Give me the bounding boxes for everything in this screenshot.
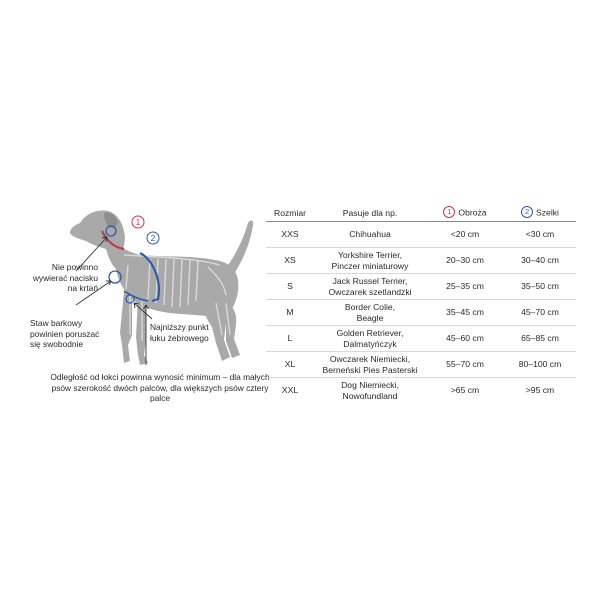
harness-number-badge: 2	[521, 206, 533, 218]
table-row	[266, 378, 576, 404]
table-row	[266, 222, 576, 248]
table-row	[266, 274, 576, 300]
header-collar-label: Obroża	[458, 207, 487, 218]
header-size: Rozmiar	[266, 205, 314, 222]
size-cell: XXL	[281, 385, 299, 396]
collar-cell: 25–35 cm	[426, 274, 504, 300]
harness-cell: 65–85 cm	[504, 326, 576, 352]
breed-cell	[314, 248, 426, 274]
table-row	[266, 352, 576, 378]
header-collar	[426, 205, 504, 222]
harness-marker-number: 2	[150, 234, 156, 243]
breed-line: Golden Retriever,	[336, 328, 404, 338]
breed-line: Dog Niemiecki,	[341, 380, 399, 390]
breed-cell	[314, 274, 426, 300]
breed-cell	[314, 326, 426, 352]
breed-line: Owczarek Niemiecki,	[329, 354, 411, 364]
breed-line: Chihuahua	[349, 229, 391, 240]
breed-line: Beagle	[356, 312, 384, 323]
table-body	[266, 222, 576, 404]
size-cell: M	[266, 300, 314, 326]
elbow-callout: Odległość od łokci powinna wynosić minimum – dla małych psów szerokość dwóch palców, dla większych psów cztery palce	[50, 372, 270, 403]
breed-line: Dalmatyńczyk	[343, 338, 397, 349]
size-cell: XXS	[266, 222, 314, 248]
header-harness-label: Szelki	[536, 207, 559, 218]
size-cell: L	[266, 326, 314, 352]
breed-line: Border Colie,	[344, 302, 396, 312]
collar-cell: >65 cm	[450, 385, 480, 396]
breed-cell	[314, 352, 426, 378]
harness-cell: 45–70 cm	[504, 300, 576, 326]
collar-number-badge: 1	[443, 206, 455, 218]
table-header-row	[266, 205, 576, 222]
harness-cell: 80–100 cm	[504, 352, 576, 378]
breed-line: Nowofundland	[342, 390, 398, 401]
table-row	[266, 300, 576, 326]
harness-cell: 35–50 cm	[504, 274, 576, 300]
harness-cell: <30 cm	[504, 222, 576, 248]
table-row	[266, 326, 576, 352]
throat-callout: Nie powinno wywierać nacisku na krtań	[32, 262, 98, 293]
breed-line: Owczarek szetlandzki	[328, 286, 412, 297]
breed-cell	[314, 300, 426, 326]
collar-cell: 35–45 cm	[426, 300, 504, 326]
breed-line: Yorkshire Terrier,	[337, 250, 402, 260]
breed-line: Pinczer miniaturowy	[331, 260, 409, 271]
breed-cell	[314, 222, 426, 248]
shoulder-callout: Staw barkowy powinien poruszać się swobodnie	[30, 318, 100, 349]
harness-cell: 30–40 cm	[504, 248, 576, 274]
size-table	[266, 205, 576, 403]
harness-cell: >95 cm	[525, 385, 555, 396]
collar-marker-number: 1	[135, 218, 141, 227]
breed-line: Jack Russel Terrier,	[332, 276, 408, 286]
breed-line: Berneński Pies Pasterski	[322, 364, 418, 375]
breed-cell	[314, 378, 426, 404]
rib-callout: Najniższy punkt łuku żebrowego	[150, 322, 209, 343]
table-row	[266, 248, 576, 274]
collar-cell: 20–30 cm	[426, 248, 504, 274]
collar-cell: 55–70 cm	[426, 352, 504, 378]
header-breed: Pasuje dla np.	[314, 205, 426, 222]
size-cell: XL	[266, 352, 314, 378]
collar-cell: 45–60 cm	[426, 326, 504, 352]
header-harness	[504, 205, 576, 222]
size-cell: XS	[266, 248, 314, 274]
size-cell: S	[266, 274, 314, 300]
collar-cell: <20 cm	[426, 222, 504, 248]
